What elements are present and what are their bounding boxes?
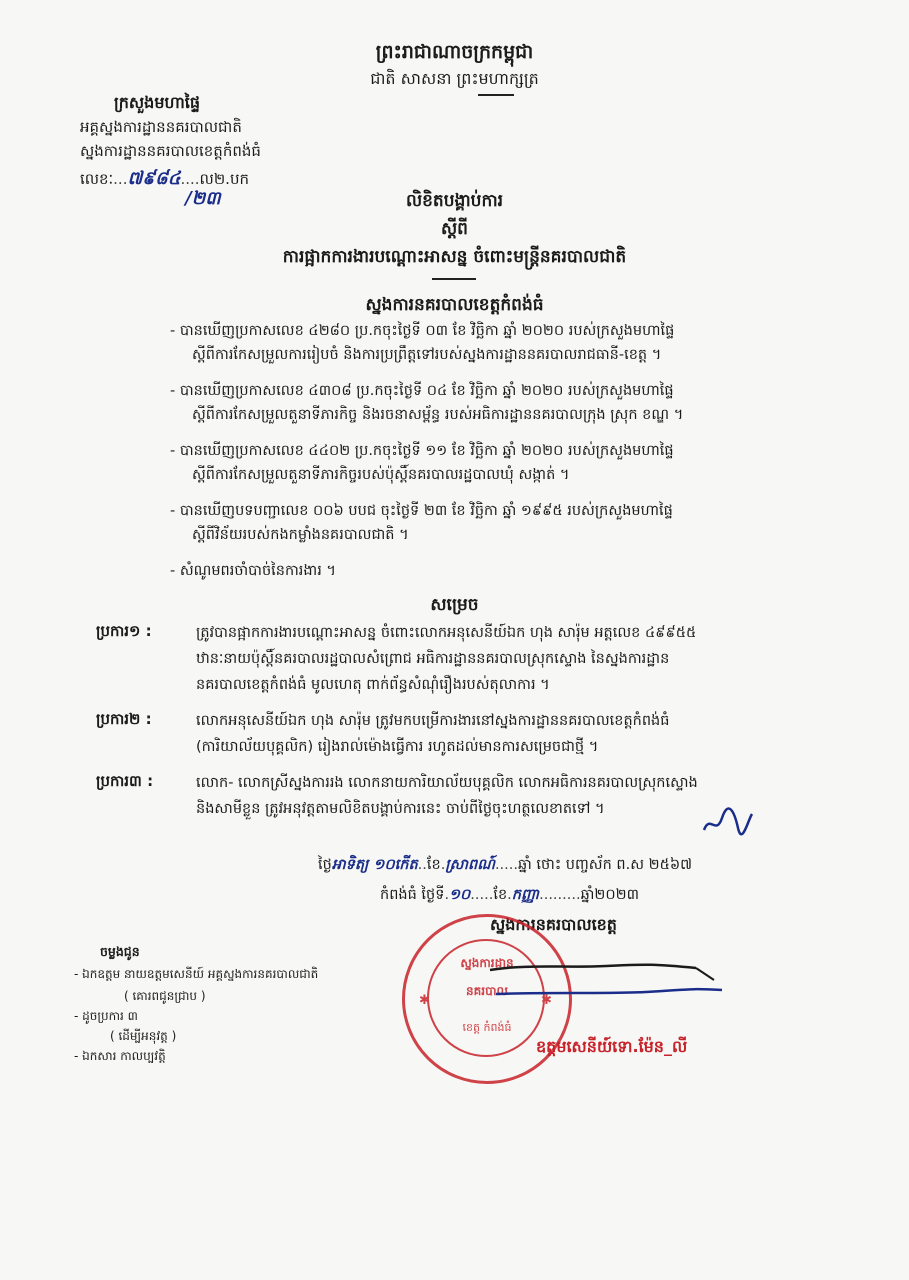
lunar-year-label: ឆ្នាំ xyxy=(517,857,532,873)
recipient-1: - ឯកឧត្តម នាយឧត្តមសេនីយ៍ អគ្គស្នងការនគរបាលជាតិ xyxy=(74,967,319,981)
article-2-line1: លោកអនុសេនីយ៍ឯក ហុង សារ៉ុម ត្រូវមកបម្រើការងារនៅស្នងការដ្ឋាននគរបាលខេត្តកំពង់ធំ xyxy=(196,713,670,729)
provincial-commissariat: ស្នងការដ្ឋាននគរបាលខេត្តកំពង់ធំ xyxy=(80,142,261,160)
national-motto: ជាតិ សាសនា ព្រះមហាក្សត្រ xyxy=(370,69,539,88)
article-3-line2: និងសាមីខ្លួន ត្រូវអនុវត្តតាមលិខិតបង្គាប់ការនេះ ចាប់ពីថ្ងៃចុះហត្ថលេខាតទៅ ។ xyxy=(196,801,605,817)
solar-date-line: កំពង់ធំ ថ្ងៃទី.១០.....ខែ.កញ្ញា.........ឆ្នាំ២០២៣ xyxy=(380,886,640,903)
year-label: ឆ្នាំ xyxy=(580,887,595,903)
article-1-line2: ឋានៈនាយប៉ុស្តិ៍នគរបាលរដ្ឋបាលសំព្រោជ អធិការដ្ឋាននគរបាលស្រុកស្ទោង នៃស្នងការដ្ឋាន xyxy=(196,651,670,667)
consideration-4-line1: - បានឃើញបទបញ្ជាលេខ ០០៦ បបជ ចុះថ្ងៃទី ២៣ ខែ វិច្ឆិកា ឆ្នាំ ១៩៩៥ របស់ក្រសួងមហាផ្ទៃ xyxy=(170,503,673,519)
reference-year: /២៣ xyxy=(185,188,221,209)
recipient-2-note: ( ដើម្បីអនុវត្ត ) xyxy=(110,1029,177,1043)
recipient-3: - ឯកសារ កាលប្បវត្តិ xyxy=(74,1049,166,1063)
initials-scribble xyxy=(700,806,754,840)
reference-number: លេខៈ...៧៩៨៤....ល២.បក xyxy=(80,168,249,189)
consideration-3-line1: - បានឃើញប្រកាសលេខ ៤៤០២ ប្រ.កចុះថ្ងៃទី ១១ ខែ វិច្ឆិកា ឆ្នាំ ២០២០ របស់ក្រសួងមហាផ្ទៃ xyxy=(170,443,674,459)
article-1-line1: ត្រូវបានផ្អាកការងារបណ្តោះអាសន្ន ចំពោះលោកអនុសេនីយ៍ឯក ហុង សារ៉ុម អត្តលេខ ៤៩៩៥៥ xyxy=(196,625,697,641)
decision-heading: សម្រេច xyxy=(430,595,479,615)
lunar-date-line: ថ្ងៃអាទិត្យ ១០កើត..ខែ.ស្រាពណ៍.....ឆ្នាំ ថោះ បញ្ចស័ក ព.ស ២៥៦៧ xyxy=(318,856,693,873)
consideration-3-line2: ស្តីពីការកែសម្រួលតួនាទីភារកិច្ចរបស់ប៉ុស្តិ៍នគរបាលរដ្ឋបាលឃុំ សង្កាត់ ។ xyxy=(192,467,570,483)
consideration-4-line2: ស្តីពីវិន័យរបស់កងកម្លាំងនគរបាលជាតិ ។ xyxy=(192,527,409,543)
signature-strokes xyxy=(486,958,726,1008)
year-value: ២០២៣ xyxy=(594,887,640,903)
day-handwritten: ១០ xyxy=(449,886,471,903)
stamp-line-3: ខេត្ត កំពង់ធំ xyxy=(462,1021,512,1034)
signatory-name: ឧត្តមសេនីយ៍ទោ.ម៉ែន_លី xyxy=(536,1037,688,1056)
article-1-line3: នគរបាលខេត្តកំពង់ធំ មូលហេតុ ពាក់ព័ន្ធសំណុំរឿងរបស់តុលាការ ។ xyxy=(196,677,550,693)
consideration-2-line1: - បានឃើញប្រកាសលេខ ៤៣០៨ ប្រ.កចុះថ្ងៃទី ០៤ ខែ វិច្ឆិកា ឆ្នាំ ២០២០ របស់ក្រសួងមហាផ្ទៃ xyxy=(170,383,674,399)
reference-handwritten-number: ៧៩៨៤ xyxy=(127,168,181,189)
recipients-heading: ចម្លងជូន xyxy=(100,944,140,959)
lunar-month-label: ខែ xyxy=(426,857,441,873)
issuer-heading: ស្នងការនគរបាលខេត្តកំពង់ធំ xyxy=(365,295,544,315)
stamp-star-left-icon: ✱ xyxy=(419,993,430,1008)
kingdom-heading: ព្រះរាជាណាចក្រកម្ពុជា xyxy=(375,41,534,63)
consideration-5-line1: - សំណូមពរចាំបាច់នៃការងារ ។ xyxy=(170,563,336,579)
document-about: ស្តីពី xyxy=(441,219,468,239)
department-name: អគ្គស្នងការដ្ឋាននគរបាលជាតិ xyxy=(80,118,242,136)
reference-suffix: ល២.បក xyxy=(199,170,249,188)
stamp-line-2: នគរបាល xyxy=(466,984,508,998)
document-type: លិខិតបង្គាប់ការ xyxy=(405,191,504,211)
lunar-prefix: ថ្ងៃ xyxy=(318,857,332,873)
consideration-1-line1: - បានឃើញប្រកាសលេខ ៤២៨០ ប្រ.កចុះថ្ងៃទី ០៣ ខែ វិច្ឆិកា ឆ្នាំ ២០២០ របស់ក្រសួងមហាផ្ទៃ xyxy=(170,323,675,339)
consideration-2-line2: ស្តីពីការកែសម្រួលតួនាទីភារកិច្ច និងរចនាសម្ព័ន្ធ របស់អធិការដ្ឋាននគរបាលក្រុង ស្រុក ខណ្ឌ ។ xyxy=(192,407,684,423)
lunar-year-text: ថោះ បញ្ចស័ក ព.ស ២៥៦៧ xyxy=(536,857,693,873)
article-3-label: ប្រការ៣ : xyxy=(96,772,154,790)
motto-divider xyxy=(478,94,514,96)
lunar-month-handwritten: ស្រាពណ៍ xyxy=(445,856,495,873)
month-label: ខែ xyxy=(493,887,508,903)
stamp-star-right-icon: ✱ xyxy=(541,993,552,1008)
article-1-label: ប្រការ១ : xyxy=(96,622,152,640)
lunar-day-handwritten: អាទិត្យ ១០កើត xyxy=(331,856,418,873)
recipient-2: - ដូចប្រការ ៣ xyxy=(74,1009,138,1023)
reference-label: លេខៈ xyxy=(80,170,114,188)
title-divider xyxy=(432,278,476,280)
article-2-line2: (ការិយាល័យបុគ្គលិក) រៀងរាល់ម៉ោងធ្វើការ រហូតដល់មានការសម្រេចជាថ្មី ។ xyxy=(196,739,599,755)
place-and-day-label: កំពង់ធំ ថ្ងៃទី xyxy=(380,887,445,903)
stamp-line-1: ស្នងការដ្ឋាន xyxy=(460,956,514,970)
article-2-label: ប្រការ២ : xyxy=(96,710,152,728)
document-subject: ការផ្អាកការងារបណ្តោះអាសន្ន ចំពោះមន្ត្រីនគរបាលជាតិ xyxy=(282,247,627,267)
month-handwritten: កញ្ញា xyxy=(511,886,540,903)
signatory-title: ស្នងការនគរបាលខេត្ត xyxy=(490,915,617,934)
consideration-1-line2: ស្តីពីការកែសម្រួលការរៀបចំ និងការប្រព្រឹត្តទៅរបស់ស្នងការដ្ឋាននគរបាលរាជធានី-ខេត្ត ។ xyxy=(192,347,662,363)
recipient-1-note: ( គោរពជូនជ្រាប ) xyxy=(124,989,206,1003)
article-3-line1: លោក- លោកស្រីស្នងការរង លោកនាយការិយាល័យបុគ្គលិក លោកអធិការនគរបាលស្រុកស្ទោង xyxy=(196,775,698,791)
ministry-name: ក្រសួងមហាផ្ទៃ xyxy=(114,93,201,112)
